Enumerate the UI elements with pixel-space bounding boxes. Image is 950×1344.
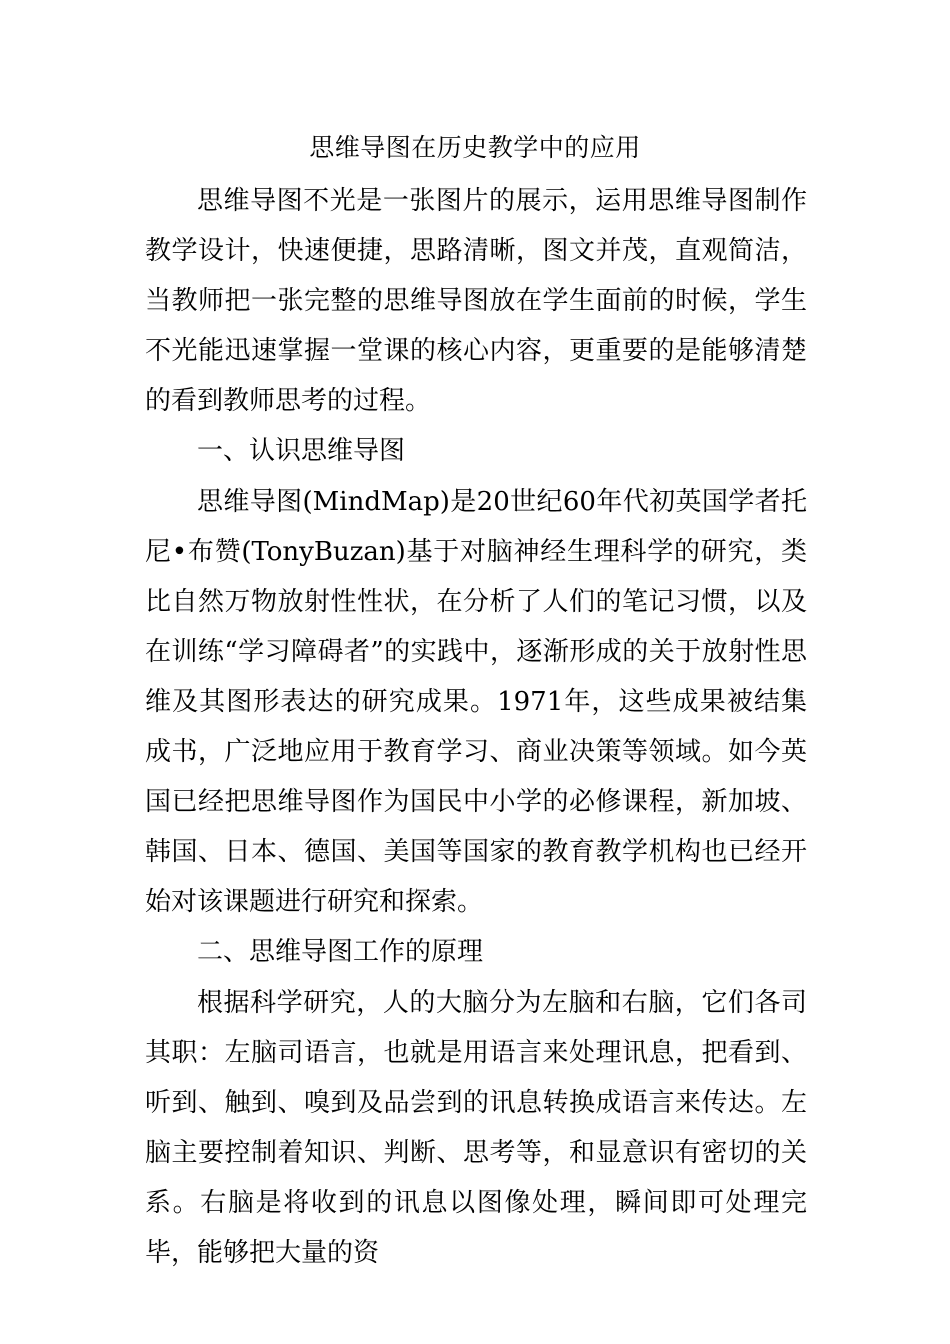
section-heading-1: 一、认识思维导图 [197, 436, 406, 467]
section-heading-2: 二、思维导图工作的原理 [197, 937, 484, 968]
paragraph-intro: 思维导图不光是一张图片的展示，运用思维导图制作教学设计，快速便捷，思路清晰，图文并茂，直观简洁，当教师把一张完整的思维导图放在学生面前的时候，学生不光能迅速掌握一堂课的核心内容，更重要的是能够清楚的看到教师思考的过程。 [145, 186, 807, 417]
document-title: 思维导图在历史教学中的应用 [309, 133, 641, 162]
paragraph-mindmap-history: 思维导图(MindMap)是20世纪60年代初英国学者托尼•布赞(TonyBuzan)基于对脑神经生理科学的研究，类比自然万物放射性性状，在分析了人们的笔记习惯，以及在训练“学习障碍者”的实践中，逐渐形成的关于放射性思维及其图形表达的研究成果。1971年，这些成果被结集成书，广泛地应用于教育学习、商业决策等领域。如今英国已经把思维导图作为国民中小学的必修课程，新加坡、韩国、日本、德国、美国等国家的教育教学机构也已经开始对该课题进行研究和探索。 [145, 486, 807, 918]
document-body [145, 176, 807, 1278]
paragraph-brain-principle: 根据科学研究，人的大脑分为左脑和右脑，它们各司其职：左脑司语言，也就是用语言来处理讯息，把看到、听到、触到、嗅到及品尝到的讯息转换成语言来传达。左脑主要控制着知识、判断、思考等，和显意识有密切的关系。右脑是将收到的讯息以图像处理，瞬间即可处理完毕，能够把大量的资 [145, 987, 807, 1268]
